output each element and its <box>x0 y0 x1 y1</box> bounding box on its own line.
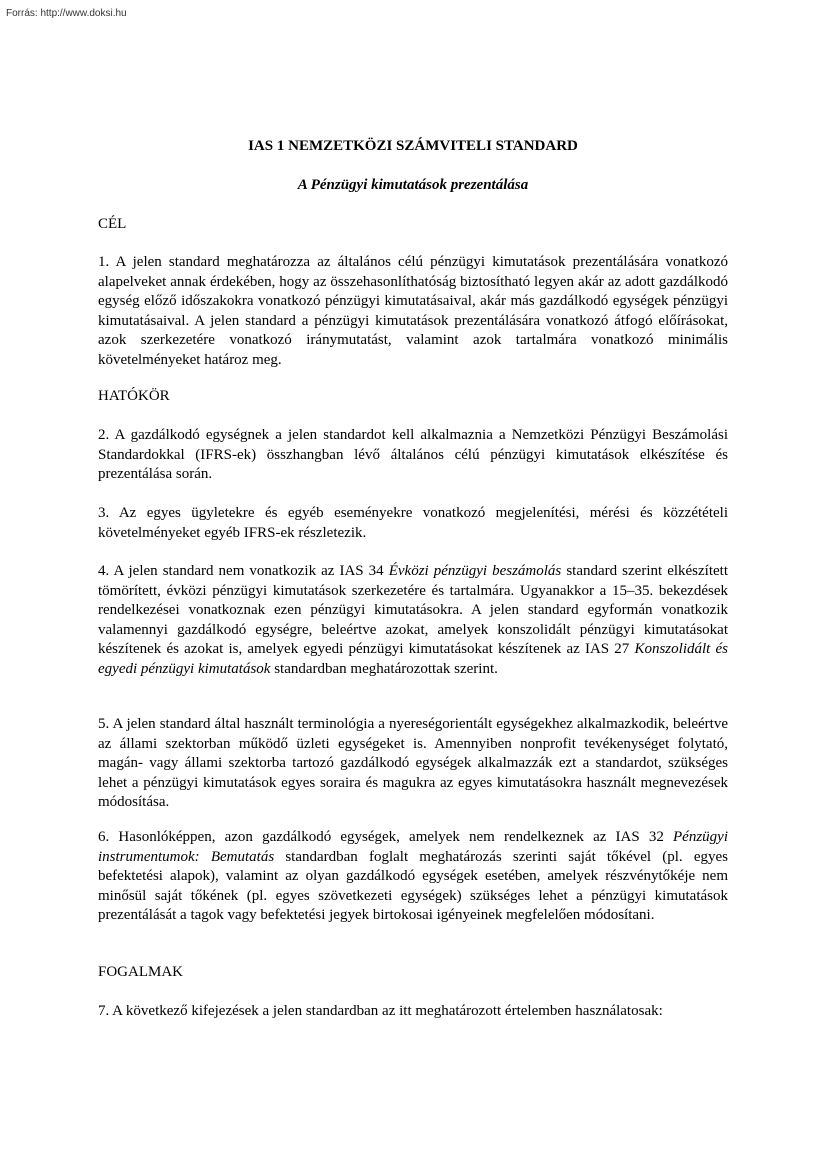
paragraph-4-text-c: standardban meghatározottak szerint. <box>270 660 498 677</box>
paragraph-6-text-b: standardban foglalt meghatározás szerinti saját tőkével (pl. egyes befektetési alapok), valamint az olyan gazdálkodó egységek esetében, amelyek részvénytőkéje nem minősül saját tőkének (pl. egyes szövetkezeti egységek) szükséges lehet a pénzügyi kimutatások prezentálását a tagok vagy befektetési jegyek birtokosai igényeinek megfelelően módosítani. <box>98 848 728 923</box>
paragraph-3: 3. Az egyes ügyletekre és egyéb eseményekre vonatkozó megjelenítési, mérési és közzétételi követelményeket egyéb IFRS-ek részletezik. <box>98 505 728 541</box>
paragraph-6-text-a: 6. Hasonlóképpen, azon gazdálkodó egységek, amelyek nem rendelkeznek az IAS 32 <box>98 829 674 845</box>
paragraph-4 <box>98 562 728 679</box>
paragraph-5: 5. A jelen standard által használt terminológia a nyereségorientált egységekhez alkalmazkodik, beleértve az állami szektorban működő üzleti egységeket is. Amennyiben nonprofit tevékenységet folytató, magán- vagy állami szektorba tartozó gazdálkodó egységek alkalmazzák ezt a standardot, szükséges lehet a pénzügyi kimutatások egyes soraira és magukra az egyes kimutatásokra használt megnevezések módosítása. <box>98 716 728 810</box>
paragraph-4-text-b: standard szerint elkészített tömörített, évközi pénzügyi kimutatások szerkezetére és tartalmára. Ugyanakkor a 15–35. bekezdések rendelkezései vonatkoznak ezen pénzügyi kimutatásokra. A jelen standard egyformán vonatkozik valamennyi gazdálkodó egységre, beleértve azokat, amelyek konszolidált pénzügyi kimutatásokat készítenek és azokat is, amelyek egyedi pénzügyi kimutatásokat készítenek az IAS 27 <box>98 563 729 657</box>
section-heading-fogalmak: FOGALMAK <box>98 964 184 980</box>
section-heading-cel: CÉL <box>98 216 127 232</box>
source-url-label: Forrás: http://www.doksi.hu <box>6 8 127 19</box>
paragraph-7: 7. A következő kifejezések a jelen standardban az itt meghatározott értelemben használatosak: <box>98 1003 663 1019</box>
paragraph-4-italic-2: Konszolidált és egyedi pénzügyi kimutatások <box>98 641 728 677</box>
document-title: IAS 1 NEMZETKÖZI SZÁMVITELI STANDARD <box>248 138 578 154</box>
section-heading-hatokor: HATÓKÖR <box>98 388 170 404</box>
paragraph-2: 2. A gazdálkodó egységnek a jelen standardot kell alkalmaznia a Nemzetközi Pénzügyi Beszámolási Standardokkal (IFRS-ek) összhangban lévő általános célú pénzügyi kimutatások elkészítése és prezentálása során. <box>98 427 728 482</box>
paragraph-4-text-a: 4. A jelen standard nem vonatkozik az IAS 34 <box>98 563 389 579</box>
document-subtitle: A Pénzügyi kimutatások prezentálása <box>297 177 529 193</box>
paragraph-1: 1. A jelen standard meghatározza az általános célú pénzügyi kimutatások prezentálására vonatkozó alapelveket annak érdekében, hogy az összehasonlíthatóság biztosítható legyen akár az adott gazdálkodó egység előző időszakokra vonatkozó pénzügyi kimutatásaival, akár más gazdálkodó egységek pénzügyi kimutatásaival. A jelen standard a pénzügyi kimutatások prezentálására vonatkozó átfogó előírásokat, azok szerkezetére vonatkozó iránymutatást, valamint azok tartalmára vonatkozó minimális követelményeket határoz meg. <box>98 254 728 368</box>
paragraph-6-italic-1: Pénzügyi instrumentumok: Bemutatás <box>98 829 728 865</box>
paragraph-6 <box>98 828 728 926</box>
paragraph-4-italic-1: Évközi pénzügyi beszámolás <box>388 563 562 579</box>
